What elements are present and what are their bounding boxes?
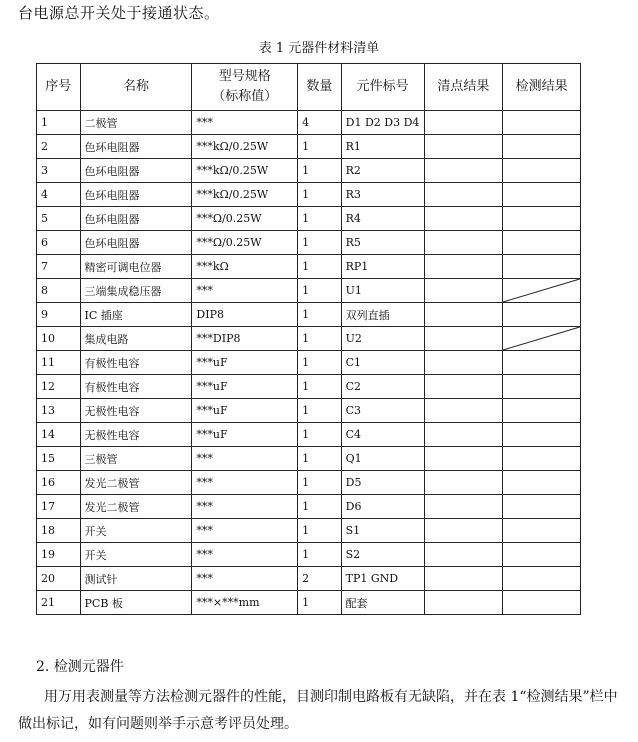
cell-index: 4 — [37, 183, 81, 207]
cell-test — [503, 135, 581, 159]
cell-test — [503, 159, 581, 183]
cell-model: *** — [192, 471, 298, 495]
table-row — [37, 543, 581, 567]
cell-name: 有极性电容 — [80, 351, 192, 375]
cell-qty: 1 — [298, 375, 342, 399]
table-row — [37, 303, 581, 327]
header-qty: 数量 — [298, 64, 342, 111]
cell-qty: 1 — [298, 471, 342, 495]
cell-tag: R5 — [341, 231, 424, 255]
cell-check — [424, 567, 503, 591]
cell-index: 2 — [37, 135, 81, 159]
cell-index: 5 — [37, 207, 81, 231]
cell-index: 14 — [37, 423, 81, 447]
cell-model: DIP8 — [192, 303, 298, 327]
cell-test — [503, 231, 581, 255]
section-heading: 2. 检测元器件 — [36, 659, 124, 675]
header-tag: 元件标号 — [341, 64, 424, 111]
cell-check — [424, 159, 503, 183]
cell-check — [424, 495, 503, 519]
cell-tag: D6 — [341, 495, 424, 519]
cell-test — [503, 327, 581, 351]
cell-tag: U2 — [341, 327, 424, 351]
table-row — [37, 231, 581, 255]
cell-check — [424, 351, 503, 375]
cell-check — [424, 399, 503, 423]
cell-index: 7 — [37, 255, 81, 279]
cell-test — [503, 591, 581, 615]
table-row — [37, 135, 581, 159]
cell-test — [503, 303, 581, 327]
cell-index: 12 — [37, 375, 81, 399]
cell-model: *** — [192, 447, 298, 471]
cell-index: 6 — [37, 231, 81, 255]
table-row — [37, 255, 581, 279]
cell-tag: R2 — [341, 159, 424, 183]
cell-name: 色环电阻器 — [80, 135, 192, 159]
cell-model: ***uF — [192, 399, 298, 423]
table-header-row — [37, 64, 581, 111]
cell-tag: D1 D2 D3 D4 — [341, 111, 424, 135]
cell-qty: 1 — [298, 207, 342, 231]
table-row — [37, 591, 581, 615]
table-row — [37, 375, 581, 399]
cell-qty: 1 — [298, 543, 342, 567]
cell-tag: RP1 — [341, 255, 424, 279]
cell-qty: 1 — [298, 159, 342, 183]
cell-qty: 1 — [298, 519, 342, 543]
cell-index: 15 — [37, 447, 81, 471]
header-check: 清点结果 — [424, 64, 503, 111]
cell-test — [503, 399, 581, 423]
cell-test — [503, 423, 581, 447]
cell-test — [503, 279, 581, 303]
table-row — [37, 183, 581, 207]
table-caption: 表 1 元器件材料清单 — [258, 41, 380, 56]
cell-check — [424, 303, 503, 327]
cell-qty: 1 — [298, 303, 342, 327]
cell-model: *** — [192, 519, 298, 543]
cell-test — [503, 255, 581, 279]
cell-name: 开关 — [80, 519, 192, 543]
cell-check — [424, 519, 503, 543]
cell-test — [503, 351, 581, 375]
cell-tag: R4 — [341, 207, 424, 231]
cell-index: 20 — [37, 567, 81, 591]
cell-tag: S1 — [341, 519, 424, 543]
cell-test — [503, 519, 581, 543]
cell-model: ***kΩ/0.25W — [192, 183, 298, 207]
header-model — [192, 64, 298, 111]
cell-index: 3 — [37, 159, 81, 183]
table-row — [37, 159, 581, 183]
cell-check — [424, 207, 503, 231]
cell-qty: 1 — [298, 135, 342, 159]
cell-model: *** — [192, 111, 298, 135]
cell-name: 有极性电容 — [80, 375, 192, 399]
cell-tag: U1 — [341, 279, 424, 303]
cell-name: 测试针 — [80, 567, 192, 591]
cell-model: ***kΩ — [192, 255, 298, 279]
header-name: 名称 — [80, 64, 192, 111]
cell-qty: 1 — [298, 447, 342, 471]
cell-model: *** — [192, 279, 298, 303]
table-row — [37, 567, 581, 591]
header-index: 序号 — [37, 64, 81, 111]
cell-qty: 1 — [298, 351, 342, 375]
cell-name: 三极管 — [80, 447, 192, 471]
cell-qty: 1 — [298, 255, 342, 279]
cell-name: 无极性电容 — [80, 399, 192, 423]
cell-index: 16 — [37, 471, 81, 495]
cell-name: IC 插座 — [80, 303, 192, 327]
cell-check — [424, 327, 503, 351]
table-row — [37, 279, 581, 303]
cell-check — [424, 471, 503, 495]
cell-index: 11 — [37, 351, 81, 375]
header-model-line2: （标称值） — [212, 89, 278, 104]
table-row — [37, 495, 581, 519]
cell-name: 色环电阻器 — [80, 183, 192, 207]
cell-index: 19 — [37, 543, 81, 567]
cell-tag: 双列直插 — [341, 303, 424, 327]
cell-qty: 1 — [298, 327, 342, 351]
header-test: 检测结果 — [503, 64, 581, 111]
table-row — [37, 351, 581, 375]
instruction-paragraph: 用万用表测量等方法检测元器件的性能，目测印制电路板有无缺陷，并在表 1“检测结果”栏中做出标记，如有问题则举手示意考评员处理。 — [18, 689, 618, 732]
cell-name: 色环电阻器 — [80, 159, 192, 183]
cell-check — [424, 111, 503, 135]
cell-check — [424, 183, 503, 207]
cell-model: ***kΩ/0.25W — [192, 159, 298, 183]
cell-check — [424, 375, 503, 399]
cell-check — [424, 255, 503, 279]
cell-qty: 1 — [298, 495, 342, 519]
cell-test — [503, 375, 581, 399]
table-row — [37, 111, 581, 135]
cell-model: ***DIP8 — [192, 327, 298, 351]
cell-model: ***Ω/0.25W — [192, 231, 298, 255]
cell-tag: Q1 — [341, 447, 424, 471]
table-row — [37, 327, 581, 351]
cell-name: 色环电阻器 — [80, 207, 192, 231]
cell-tag: S2 — [341, 543, 424, 567]
cell-model: ***×***mm — [192, 591, 298, 615]
cell-tag: 配套 — [341, 591, 424, 615]
cell-qty: 1 — [298, 231, 342, 255]
cell-name: 精密可调电位器 — [80, 255, 192, 279]
slash-mark-icon — [503, 279, 580, 302]
cell-name: 集成电路 — [80, 327, 192, 351]
header-model-line1: 型号规格 — [218, 68, 271, 84]
table-row — [37, 519, 581, 543]
cell-name: 发光二极管 — [80, 495, 192, 519]
cell-name: 二极管 — [80, 111, 192, 135]
cell-tag: R1 — [341, 135, 424, 159]
cell-test — [503, 207, 581, 231]
cell-qty: 1 — [298, 399, 342, 423]
cell-tag: C2 — [341, 375, 424, 399]
cell-model: ***uF — [192, 423, 298, 447]
cell-model: ***uF — [192, 375, 298, 399]
cell-tag: C1 — [341, 351, 424, 375]
cell-test — [503, 447, 581, 471]
cell-index: 17 — [37, 495, 81, 519]
cell-test — [503, 471, 581, 495]
component-list-table — [36, 63, 581, 615]
cell-name: PCB 板 — [80, 591, 192, 615]
cell-check — [424, 591, 503, 615]
cell-index: 13 — [37, 399, 81, 423]
table-row — [37, 399, 581, 423]
cell-tag: D5 — [341, 471, 424, 495]
cell-test — [503, 111, 581, 135]
cell-test — [503, 567, 581, 591]
cell-check — [424, 423, 503, 447]
cell-model: *** — [192, 543, 298, 567]
cell-name: 无极性电容 — [80, 423, 192, 447]
cell-test — [503, 543, 581, 567]
cell-tag: R3 — [341, 183, 424, 207]
cell-tag: TP1 GND — [341, 567, 424, 591]
cell-model: ***Ω/0.25W — [192, 207, 298, 231]
cell-check — [424, 543, 503, 567]
cell-qty: 1 — [298, 423, 342, 447]
cell-name: 开关 — [80, 543, 192, 567]
cell-name: 三端集成稳压器 — [80, 279, 192, 303]
cell-model: *** — [192, 567, 298, 591]
cell-test — [503, 495, 581, 519]
intro-text-line: 台电源总开关处于接通状态。 — [18, 4, 220, 22]
slash-mark-icon — [503, 327, 580, 350]
cell-model: *** — [192, 495, 298, 519]
cell-check — [424, 447, 503, 471]
cell-qty: 1 — [298, 279, 342, 303]
cell-name: 发光二极管 — [80, 471, 192, 495]
cell-check — [424, 231, 503, 255]
cell-index: 18 — [37, 519, 81, 543]
cell-name: 色环电阻器 — [80, 231, 192, 255]
cell-index: 10 — [37, 327, 81, 351]
cell-qty: 1 — [298, 183, 342, 207]
cell-model: ***uF — [192, 351, 298, 375]
cell-qty: 4 — [298, 111, 342, 135]
cell-model: ***kΩ/0.25W — [192, 135, 298, 159]
table-row — [37, 423, 581, 447]
cell-tag: C3 — [341, 399, 424, 423]
cell-qty: 2 — [298, 567, 342, 591]
cell-check — [424, 135, 503, 159]
cell-tag: C4 — [341, 423, 424, 447]
cell-index: 8 — [37, 279, 81, 303]
cell-qty: 1 — [298, 591, 342, 615]
cell-test — [503, 183, 581, 207]
cell-check — [424, 279, 503, 303]
table-row — [37, 207, 581, 231]
cell-index: 1 — [37, 111, 81, 135]
cell-index: 21 — [37, 591, 81, 615]
table-row — [37, 447, 581, 471]
table-row — [37, 471, 581, 495]
cell-index: 9 — [37, 303, 81, 327]
